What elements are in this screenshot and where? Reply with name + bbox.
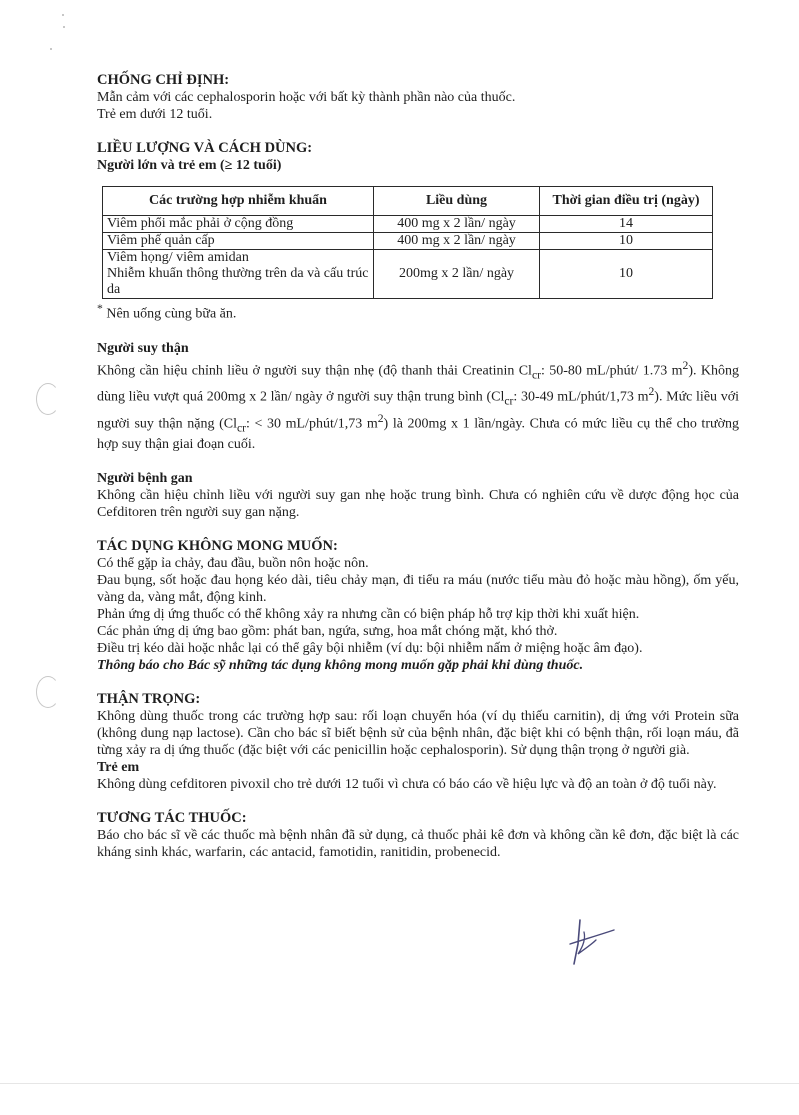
renal-heading: Người suy thận (97, 340, 189, 356)
hepatic-heading: Người bệnh gan (97, 471, 193, 487)
interactions-heading: TƯƠNG TÁC THUỐC: (97, 810, 247, 827)
scan-speck (50, 48, 52, 50)
dosage-subheading: Người lớn và trẻ em (≥ 12 tuổi) (97, 158, 282, 173)
dosage-note (97, 300, 739, 323)
adverse-line: Đau bụng, sốt hoặc đau họng kéo dài, tiêu chảy mạn, đi tiểu ra máu (nước tiểu màu đỏ hoặc màu hồng), ốm yếu, vàng da, vàng mắt, động kinh. (97, 573, 739, 606)
adverse-line: Có thể gặp ỉa chảy, đau đầu, buồn nôn hoặc nôn. (97, 556, 369, 572)
scan-edge-line (0, 1083, 799, 1084)
precautions-text: Không dùng thuốc trong các trường hợp sau: rối loạn chuyển hóa (ví dụ thiếu carnitin), dị ứng với Protein sữa (không dung nạp lactose). Cần cho bác sĩ biết bệnh sử của bệnh nhân, đặc biệt khi có bệnh thận, rối loạn máu, đã từng xảy ra dị ứng thuốc (đặc biệt với các penicillin hoặc cephalosporin). Sử dụng thận trọng ở người già. (97, 709, 739, 759)
adverse-notice: Thông báo cho Bác sỹ những tác dụng không mong muốn gặp phải khi dùng thuốc. (97, 658, 584, 674)
renal-text: Không cần hiệu chỉnh liều ở người suy thận nhẹ (độ thanh thải Creatinin $Cl_{cr}$: 50-80 mL/phút/ 1.73 $m^2$). Không dùng liều vượt quá 200mg x 2 lần/ ngày ở người suy thận trung bình ($Cl_{cr}$: 30-49 mL/phút/1,73 $m^2$). Mức liều với người suy thận nặng ($Cl_{cr}$: < 30 mL/phút/1,73 $m^2$) là 200mg x 1 lần/ngày. Chưa có mức liều cụ thể cho trường hợp suy thận giai đoạn cuối. (97, 358, 739, 453)
hepatic-text: Không cần hiệu chỉnh liều với người suy gan nhẹ hoặc trung bình. Chưa có nghiên cứu về dược động học của Cefditoren trên người suy gan nặng. (97, 488, 739, 521)
interactions-text: Báo cho bác sĩ về các thuốc mà bệnh nhân đã sử dụng, cả thuốc phải kê đơn và không cần kê đơn, đặc biệt là các kháng sinh khác, warfarin, các antacid, famotidin, ranitidin, probenecid. (97, 828, 739, 861)
dosage-table (102, 186, 713, 299)
contraindication-line: Trẻ em dưới 12 tuổi. (97, 107, 213, 122)
cell-dose: 400 mg x 2 lần/ ngày (374, 216, 540, 233)
children-heading: Trẻ em (97, 760, 140, 776)
cell-days: 10 (540, 250, 713, 299)
cell-days: 10 (540, 233, 713, 250)
adverse-line: Điều trị kéo dài hoặc nhắc lại có thể gây bội nhiễm (ví dụ: bội nhiễm nấm ở miệng hoặc âm đạo). (97, 641, 643, 657)
cell-days: 14 (540, 216, 713, 233)
column-header-dose: Liều dùng (374, 187, 540, 216)
punch-hole-mark (36, 676, 60, 708)
children-text: Không dùng cefditoren pivoxil cho trẻ dưới 12 tuổi vì chưa có báo cáo về hiệu lực và độ an toàn ở độ tuổi này. (97, 777, 717, 793)
document-content (97, 72, 739, 861)
column-header-cases: Các trường hợp nhiễm khuẩn (103, 187, 374, 216)
case-line: Viêm họng/ viêm amidan (107, 250, 249, 265)
cell-dose: 200mg x 2 lần/ ngày (374, 250, 540, 299)
adverse-line: Phản ứng dị ứng thuốc có thể không xảy ra nhưng cần có biện pháp hỗ trợ kịp thời khi xuất hiện. (97, 607, 640, 623)
punch-hole-mark (36, 383, 60, 415)
precautions-heading: THẬN TRỌNG: (97, 691, 201, 708)
table-row (103, 233, 713, 250)
cell-case (103, 250, 374, 299)
cell-dose: 400 mg x 2 lần/ ngày (374, 233, 540, 250)
table-row (103, 250, 713, 299)
adverse-line: Các phản ứng dị ứng bao gồm: phát ban, ngứa, sưng, hoa mắt chóng mặt, khó thở. (97, 624, 558, 640)
scan-speck (62, 14, 64, 16)
table-header-row (103, 187, 713, 216)
adverse-heading: TÁC DỤNG KHÔNG MONG MUỐN: (97, 538, 338, 555)
cell-case: Viêm phế quản cấp (103, 233, 374, 250)
column-header-duration: Thời gian điều trị (ngày) (540, 187, 713, 216)
contraindications-heading: CHỐNG CHỈ ĐỊNH: (97, 72, 230, 88)
cell-case: Viêm phổi mắc phải ở cộng đồng (103, 216, 374, 233)
signature-mark (566, 914, 626, 970)
note-marker: * (97, 302, 103, 315)
dosage-heading: LIỀU LƯỢNG VÀ CÁCH DÙNG: (97, 140, 313, 156)
case-line: Nhiễm khuẩn thông thường trên da và cấu trúc da (107, 266, 369, 297)
table-row (103, 216, 713, 233)
scan-speck (63, 26, 65, 28)
note-text: Nên uống cùng bữa ăn. (106, 306, 237, 322)
contraindication-line: Mẫn cảm với các cephalosporin hoặc với bất kỳ thành phần nào của thuốc. (97, 90, 516, 105)
